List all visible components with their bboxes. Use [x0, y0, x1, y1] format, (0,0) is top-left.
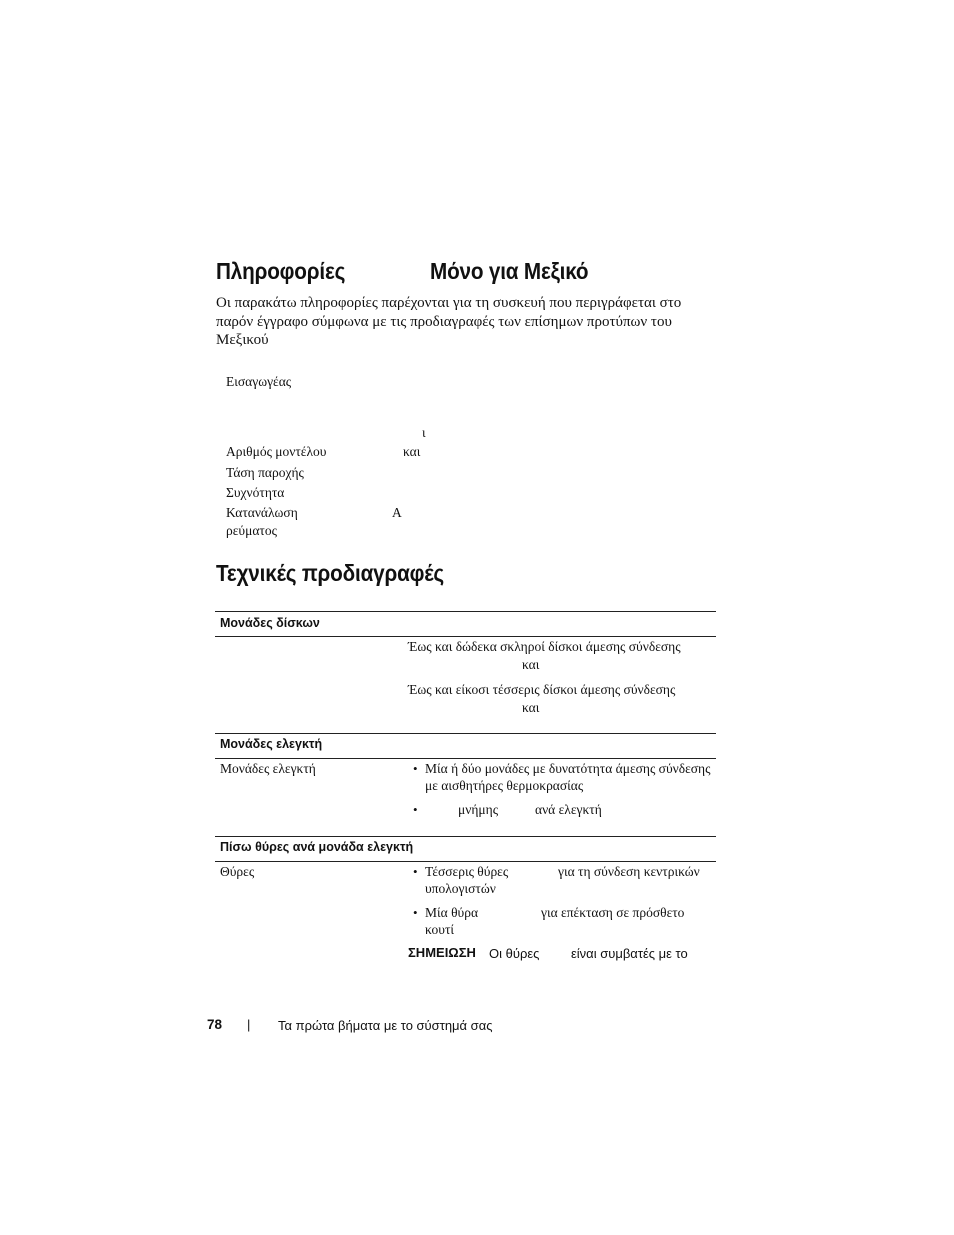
bullet-icon: •	[413, 864, 418, 879]
importer-label: Εισαγωγέας	[226, 374, 292, 389]
rule-disk-top	[215, 611, 716, 612]
ports-bullet1-part2: για τη σύνδεση κεντρικών	[558, 864, 700, 879]
current-value: A	[392, 505, 402, 520]
rule-controller-top	[215, 733, 716, 734]
controller-bullet2-part1: μνήμης	[458, 802, 499, 817]
model-value: και	[403, 444, 421, 459]
stray-iota: ι	[422, 425, 426, 440]
disk-line1: Έως και δώδεκα σκληροί δίσκοι άμεσης σύνδεσης	[408, 639, 681, 654]
footer-separator: |	[247, 1017, 251, 1032]
voltage-label: Τάση παροχής	[226, 465, 304, 480]
intro-line-3: Μεξικού	[216, 332, 269, 348]
ports-bullet2-line2: κουτί	[425, 922, 454, 937]
rule-ports-bottom	[215, 861, 716, 862]
disk-header: Μονάδες δίσκων	[220, 616, 320, 630]
disk-line2: Έως και είκοσι τέσσερις δίσκοι άμεσης σύνδεσης	[408, 682, 676, 697]
bullet-icon: •	[413, 761, 418, 776]
ports-header: Πίσω θύρες ανά μονάδα ελεγκτή	[220, 840, 414, 854]
rule-ports-top	[215, 836, 716, 837]
controller-bullet2-part2: ανά ελεγκτή	[535, 802, 602, 817]
controller-label: Μονάδες ελεγκτή	[220, 761, 316, 776]
ports-bullet1-part1: Τέσσερις θύρες	[425, 864, 509, 879]
controller-bullet1-line1: Μία ή δύο μονάδες με δυνατότητα άμεσης σύνδεσης	[425, 761, 711, 776]
ports-bullet2-part2: για επέκταση σε πρόσθετο	[541, 905, 685, 920]
note-part2: είναι συμβατές με το	[571, 946, 688, 961]
current-label-line2: ρεύματος	[226, 523, 277, 538]
ports-label: Θύρες	[220, 864, 255, 879]
mexico-heading-part1: Πληροφορίες	[216, 258, 346, 284]
frequency-label: Συχνότητα	[226, 485, 285, 500]
intro-line-2: παρόν έγγραφο σύμφωνα με τις προδιαγραφές των επίσημων προτύπων του	[216, 314, 672, 330]
note-part1: Οι θύρες	[489, 946, 540, 961]
bullet-icon: •	[413, 802, 418, 817]
page-number: 78	[207, 1017, 223, 1032]
current-label-line1: Κατανάλωση	[226, 505, 298, 520]
disk-line2-cont: και	[522, 700, 540, 715]
controller-bullet1-line2: με αισθητήρες θερμοκρασίας	[425, 778, 584, 793]
intro-line-1: Οι παρακάτω πληροφορίες παρέχονται για τη συσκευή που περιγράφεται στο	[216, 295, 682, 311]
footer-title: Τα πρώτα βήματα με το σύστημά σας	[278, 1018, 493, 1033]
controller-header: Μονάδες ελεγκτή	[220, 737, 323, 751]
disk-line1-cont: και	[522, 657, 540, 672]
rule-disk-bottom	[215, 636, 716, 637]
ports-bullet2-part1: Μία θύρα	[425, 905, 479, 920]
ports-bullet1-line2: υπολογιστών	[425, 881, 496, 896]
note-label: ΣΗΜΕΙΩΣΗ	[408, 945, 476, 960]
model-label: Αριθμός μοντέλου	[226, 444, 327, 459]
bullet-icon: •	[413, 905, 418, 920]
rule-controller-bottom	[215, 758, 716, 759]
mexico-heading-part2: Μόνο για Μεξικό	[430, 258, 589, 284]
specs-heading: Τεχνικές προδιαγραφές	[216, 560, 445, 586]
